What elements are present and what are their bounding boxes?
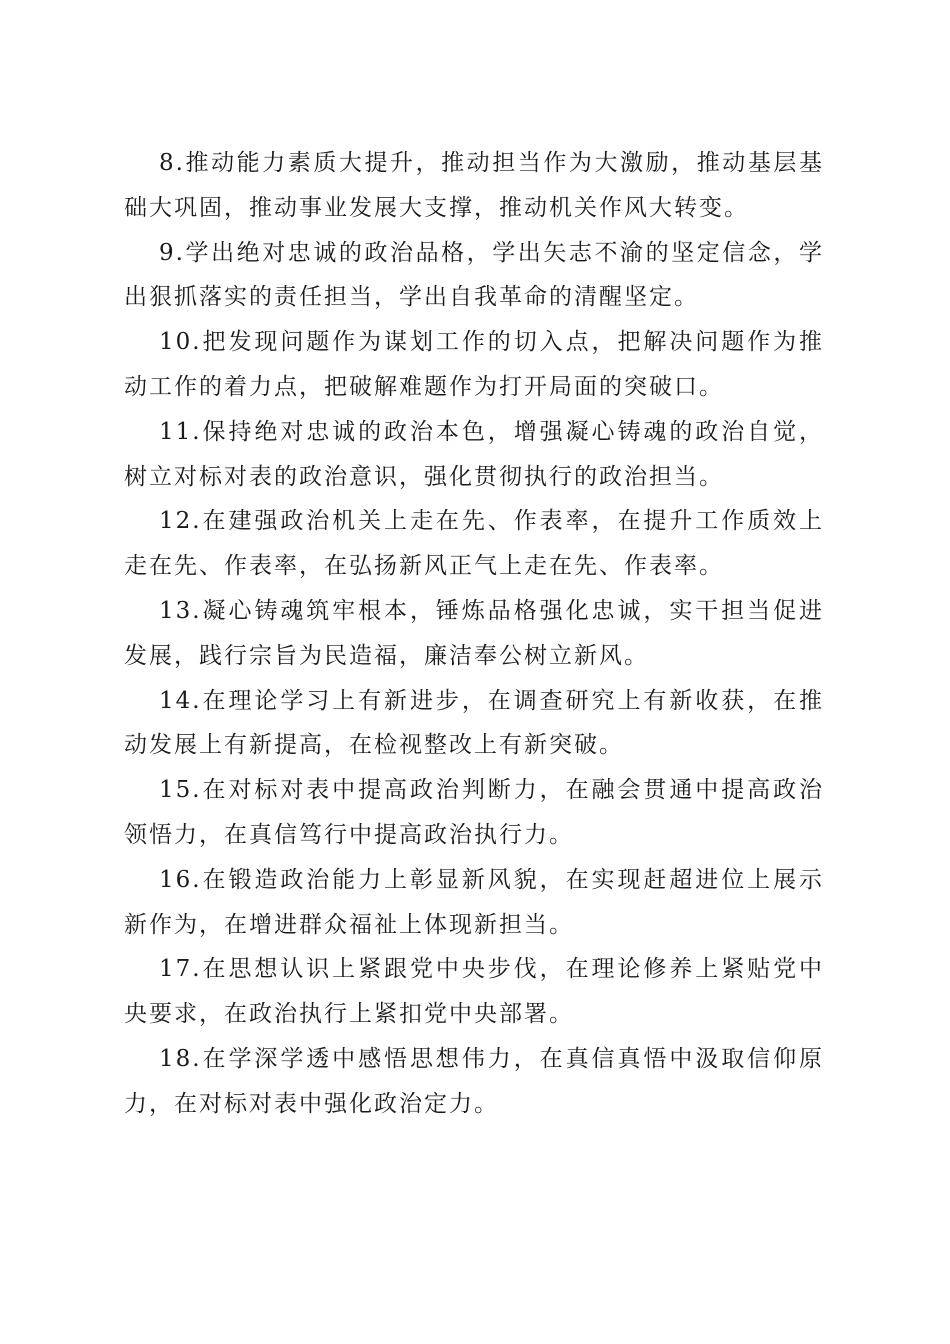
paragraph-14: 14.在理论学习上有新进步，在调查研究上有新收获，在推动发展上有新提高，在检视整改上有新突破。: [124, 687, 824, 759]
paragraph-12: 12.在建强政治机关上走在先、作表率，在提升工作质效上走在先、作表率，在弘扬新风正气上走在先、作表率。: [124, 508, 824, 580]
document-body: [124, 141, 824, 1127]
paragraph-13: 13.凝心铸魂筑牢根本，锤炼品格强化忠诚，实干担当促进发展，践行宗旨为民造福，廉洁奉公树立新风。: [124, 597, 824, 669]
paragraph-9: 9.学出绝对忠诚的政治品格，学出矢志不渝的坚定信念，学出狠抓落实的责任担当，学出自我革命的清醒坚定。: [124, 239, 824, 311]
paragraph-18: 18.在学深学透中感悟思想伟力，在真信真悟中汲取信仰原力，在对标对表中强化政治定力。: [124, 1045, 824, 1117]
paragraph-10: 10.把发现问题作为谋划工作的切入点，把解决问题作为推动工作的着力点，把破解难题作为打开局面的突破口。: [124, 329, 824, 400]
paragraph-15: 15.在对标对表中提高政治判断力，在融会贯通中提高政治领悟力，在真信笃行中提高政治执行力。: [124, 777, 824, 848]
paragraph-11: 11.保持绝对忠诚的政治本色，增强凝心铸魂的政治自觉，树立对标对表的政治意识，强化贯彻执行的政治担当。: [124, 418, 824, 490]
paragraph-17: 17.在思想认识上紧跟党中央步伐，在理论修养上紧贴党中央要求，在政治执行上紧扣党中央部署。: [124, 956, 824, 1028]
paragraph-8: 8.推动能力素质大提升，推动担当作为大激励，推动基层基础大巩固，推动事业发展大支撑，推动机关作风大转变。: [124, 150, 824, 221]
paragraph-16: 16.在锻造政治能力上彰显新风貌，在实现赶超进位上展示新作为，在增进群众福祉上体现新担当。: [124, 866, 824, 938]
